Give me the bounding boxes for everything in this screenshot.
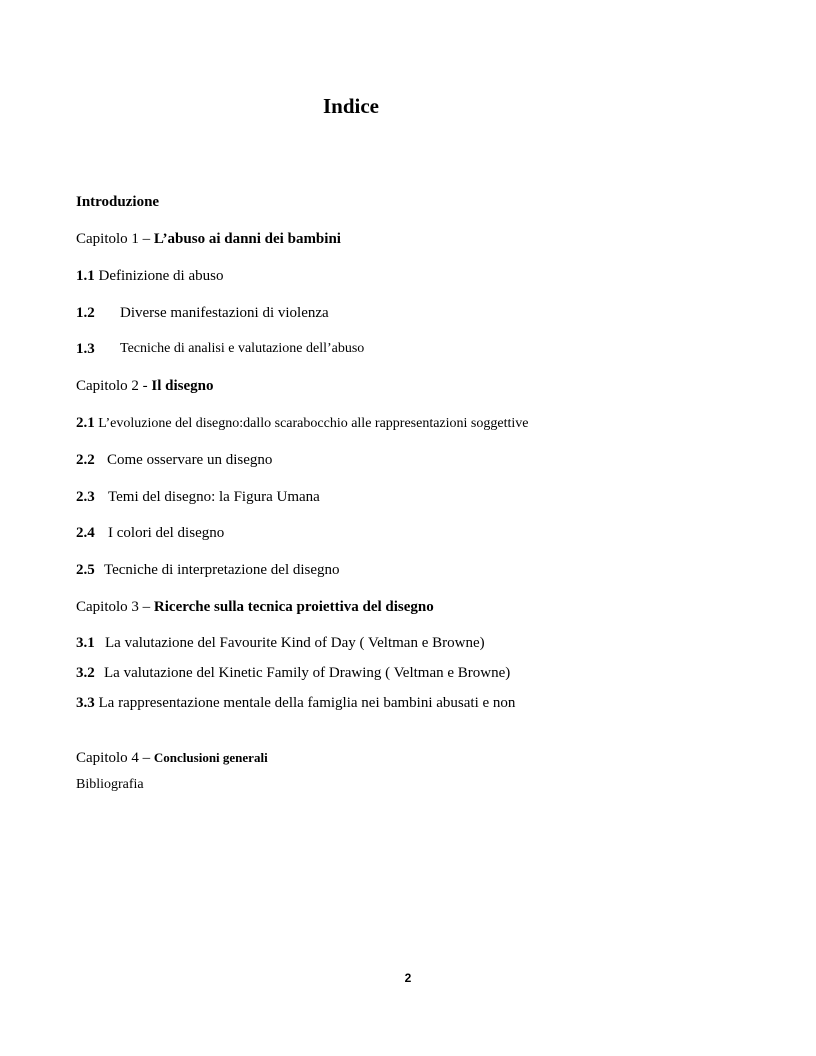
section-1-3-number: 1.3	[76, 341, 95, 357]
toc-introduzione: Introduzione	[76, 194, 160, 210]
toc-section-2-1	[76, 413, 528, 434]
toc-chapter-2	[76, 376, 214, 396]
section-2-3-number: 2.3	[76, 489, 95, 505]
section-2-5-number: 2.5	[76, 562, 95, 578]
section-1-1-title: Definizione di abuso	[94, 268, 224, 284]
chapter-4-title: Conclusioni generali	[153, 750, 268, 765]
toc-section-3-3	[76, 693, 515, 713]
toc-section-1-2	[76, 303, 329, 323]
section-3-3-title: La rappresentazione mentale della famiglia nei bambini abusati e non	[94, 695, 516, 711]
section-1-1-number: 1.1	[76, 268, 95, 284]
toc-chapter-4	[76, 748, 268, 768]
toc-section-1-3	[76, 339, 365, 359]
toc-section-1-1	[76, 266, 223, 286]
section-2-1-number: 2.1	[76, 415, 95, 431]
section-3-1-number: 3.1	[76, 635, 95, 651]
chapter-4-prefix: Capitolo 4 –	[76, 750, 154, 766]
section-3-2-number: 3.2	[76, 665, 95, 681]
toc-chapter-1	[76, 229, 341, 249]
toc-section-2-2	[76, 450, 273, 470]
toc-section-3-2	[76, 663, 511, 683]
chapter-1-prefix: Capitolo 1 –	[76, 231, 154, 247]
toc-section-3-1	[76, 633, 485, 653]
section-2-4-number: 2.4	[76, 525, 95, 541]
section-3-2-title: La valutazione del Kinetic Family of Drawing ( Veltman e Browne)	[104, 665, 511, 681]
chapter-3-prefix: Capitolo 3 –	[76, 599, 154, 615]
toc-section-2-5	[76, 560, 340, 580]
chapter-2-title: Il disegno	[151, 378, 214, 394]
toc-chapter-3	[76, 597, 434, 617]
chapter-2-prefix: Capitolo 2 -	[76, 378, 152, 394]
section-3-1-title: La valutazione del Favourite Kind of Day ( Veltman e Browne)	[105, 635, 485, 651]
section-3-3-number: 3.3	[76, 695, 95, 711]
toc-section-2-4	[76, 523, 225, 543]
chapter-1-title: L’abuso ai danni dei bambini	[153, 231, 341, 247]
section-2-1-title: L’evoluzione del disegno:dallo scarabocchio alle rappresentazioni soggettive	[94, 416, 529, 431]
section-2-3-title: Temi del disegno: la Figura Umana	[108, 489, 320, 505]
toc-section-2-3	[76, 487, 320, 507]
section-2-2-number: 2.2	[76, 452, 95, 468]
section-2-4-title: I colori del disegno	[108, 525, 225, 541]
page-number: 2	[404, 971, 412, 985]
page-title: Indice	[322, 94, 379, 118]
section-2-2-title: Come osservare un disegno	[107, 452, 273, 468]
section-2-5-title: Tecniche di interpretazione del disegno	[104, 562, 340, 578]
chapter-3-title: Ricerche sulla tecnica proiettiva del disegno	[153, 599, 434, 615]
section-1-2-number: 1.2	[76, 305, 95, 321]
toc-bibliografia: Bibliografia	[76, 777, 144, 792]
section-1-3-title: Tecniche di analisi e valutazione dell’abuso	[120, 341, 365, 356]
section-1-2-title: Diverse manifestazioni di violenza	[120, 305, 329, 321]
